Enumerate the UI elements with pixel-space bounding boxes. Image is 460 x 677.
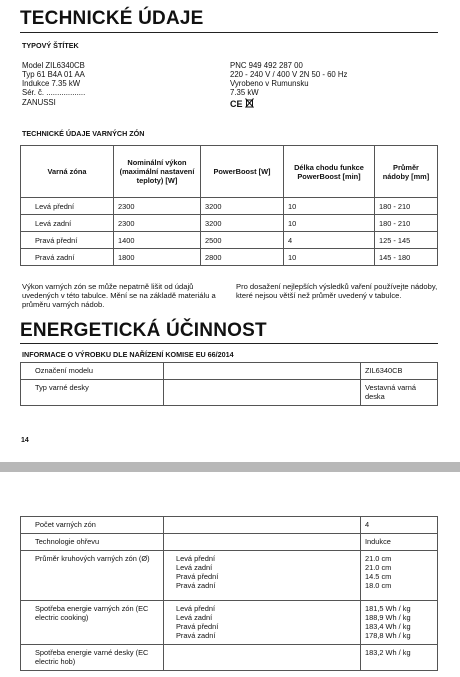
product-info-table	[20, 362, 438, 406]
zone-label: Pravá přední	[176, 572, 219, 581]
table-cell: Technologie ohřevu	[21, 534, 164, 551]
zone-label: Pravá zadní	[176, 581, 216, 590]
table-cell: Pravá zadní	[21, 249, 114, 266]
table-cell	[361, 551, 438, 601]
rating-line: ZANUSSI	[22, 98, 56, 107]
zone-value: 181,5 Wh / kg	[365, 604, 411, 613]
table-row	[21, 534, 438, 551]
zones-table	[20, 145, 438, 266]
table-cell	[164, 517, 361, 534]
rating-line: 7.35 kW	[230, 88, 259, 97]
rating-line: PNC 949 492 287 00	[230, 61, 303, 70]
table-cell: Průměr kruhových varných zón (Ø)	[21, 551, 164, 601]
table-cell: Levá zadní	[21, 215, 114, 232]
zone-value: 178,8 Wh / kg	[365, 631, 411, 640]
table-cell: 1800	[114, 249, 201, 266]
table-row	[21, 215, 438, 232]
table-cell: 3200	[201, 198, 284, 215]
weee-bin-icon	[245, 98, 254, 108]
table-row	[21, 517, 438, 534]
manual-page-15	[0, 472, 460, 677]
table-cell: Spotřeba energie varných zón (EC electric cooking)	[21, 601, 164, 645]
page-separator	[0, 462, 460, 472]
zones-heading: TECHNICKÉ ÚDAJE VARNÝCH ZÓN	[22, 129, 145, 138]
rating-plate-right	[230, 61, 440, 109]
table-row	[21, 601, 438, 645]
table-cell: 3200	[201, 215, 284, 232]
zone-value: 21.0 cm	[365, 554, 392, 563]
zone-label: Pravá zadní	[176, 631, 216, 640]
column-header: Průměr nádoby [mm]	[375, 146, 438, 198]
zone-label: Levá přední	[176, 554, 216, 563]
table-cell	[361, 601, 438, 645]
page-number: 14	[21, 437, 29, 444]
table-cell: 2800	[201, 249, 284, 266]
zone-label: Levá zadní	[176, 563, 213, 572]
table-row	[21, 551, 438, 601]
rating-plate-heading: TYPOVÝ ŠTÍTEK	[22, 41, 79, 50]
column-header: Nominální výkon (maximální nastavení teploty) [W]	[114, 146, 201, 198]
table-cell: 2300	[114, 215, 201, 232]
table-row	[21, 645, 438, 671]
zone-value: 183,4 Wh / kg	[365, 622, 411, 631]
table-cell: 125 - 145	[375, 232, 438, 249]
table-cell: 10	[284, 198, 375, 215]
table-cell: 10	[284, 215, 375, 232]
table-cell: 2500	[201, 232, 284, 249]
column-header: PowerBoost [W]	[201, 146, 284, 198]
table-cell	[164, 534, 361, 551]
energy-title-underline	[20, 343, 438, 344]
table-row	[21, 198, 438, 215]
zone-value: 21.0 cm	[365, 563, 392, 572]
column-header: Varná zóna	[21, 146, 114, 198]
table-cell: 180 - 210	[375, 198, 438, 215]
zone-label: Levá zadní	[176, 613, 213, 622]
zone-label: Levá přední	[176, 604, 216, 613]
table-cell: 4	[361, 517, 438, 534]
zone-label: Pravá přední	[176, 622, 219, 631]
table-cell: 10	[284, 249, 375, 266]
energy-data-table	[20, 516, 438, 671]
title-underline	[20, 32, 438, 33]
rating-line: Vyrobeno v Rumunsku	[230, 79, 309, 88]
table-cell: Indukce	[361, 534, 438, 551]
table-row	[21, 363, 438, 380]
table-cell: Levá přední	[21, 198, 114, 215]
table-cell: Počet varných zón	[21, 517, 164, 534]
product-info-heading: INFORMACE O VÝROBKU DLE NAŘÍZENÍ KOMISE EU 66/2014	[22, 350, 234, 359]
table-row	[21, 249, 438, 266]
table-cell: 183,2 Wh / kg	[361, 645, 438, 671]
table-header-row	[21, 146, 438, 198]
rating-line: Sér. č. ..................	[22, 88, 86, 97]
table-cell	[164, 363, 361, 380]
column-header: Délka chodu funkce PowerBoost [min]	[284, 146, 375, 198]
table-cell	[164, 645, 361, 671]
note-right: Pro dosažení nejlepších výsledků vaření používejte nádoby, které nejsou větší než průměr uvedený v tabulce.	[236, 282, 438, 300]
table-cell	[164, 601, 361, 645]
table-cell	[164, 380, 361, 406]
table-cell	[164, 551, 361, 601]
table-cell: Typ varné desky	[21, 380, 164, 406]
table-cell: Spotřeba energie varné desky (EC electric hob)	[21, 645, 164, 671]
table-cell: Označení modelu	[21, 363, 164, 380]
energy-efficiency-title: ENERGETICKÁ ÚČINNOST	[20, 320, 267, 341]
zone-value: 18.0 cm	[365, 581, 392, 590]
note-left: Výkon varných zón se může nepatrně lišit od údajů uvedených v této tabulce. Mění se na základě materiálu a průměru varných nádob.	[22, 282, 216, 309]
zone-value: 188,9 Wh / kg	[365, 613, 411, 622]
rating-line: Model ZIL6340CB	[22, 61, 85, 70]
zone-value: 14.5 cm	[365, 572, 392, 581]
page-title: TECHNICKÉ ÚDAJE	[20, 8, 204, 29]
table-row	[21, 380, 438, 406]
table-row	[21, 232, 438, 249]
table-cell: 1400	[114, 232, 201, 249]
rating-line: Typ 61 B4A 01 AA	[22, 70, 85, 79]
table-cell: 180 - 210	[375, 215, 438, 232]
rating-line: Indukce 7.35 kW	[22, 79, 81, 88]
table-cell: ZIL6340CB	[361, 363, 438, 380]
table-cell: 4	[284, 232, 375, 249]
table-cell: Pravá přední	[21, 232, 114, 249]
certification-marks	[230, 98, 440, 109]
ce-mark-icon: CE	[230, 99, 243, 109]
table-cell: Vestavná varná deska	[361, 380, 438, 406]
rating-line: 220 - 240 V / 400 V 2N 50 - 60 Hz	[230, 70, 348, 79]
table-cell: 145 - 180	[375, 249, 438, 266]
rating-plate-left	[22, 61, 222, 107]
table-cell: 2300	[114, 198, 201, 215]
